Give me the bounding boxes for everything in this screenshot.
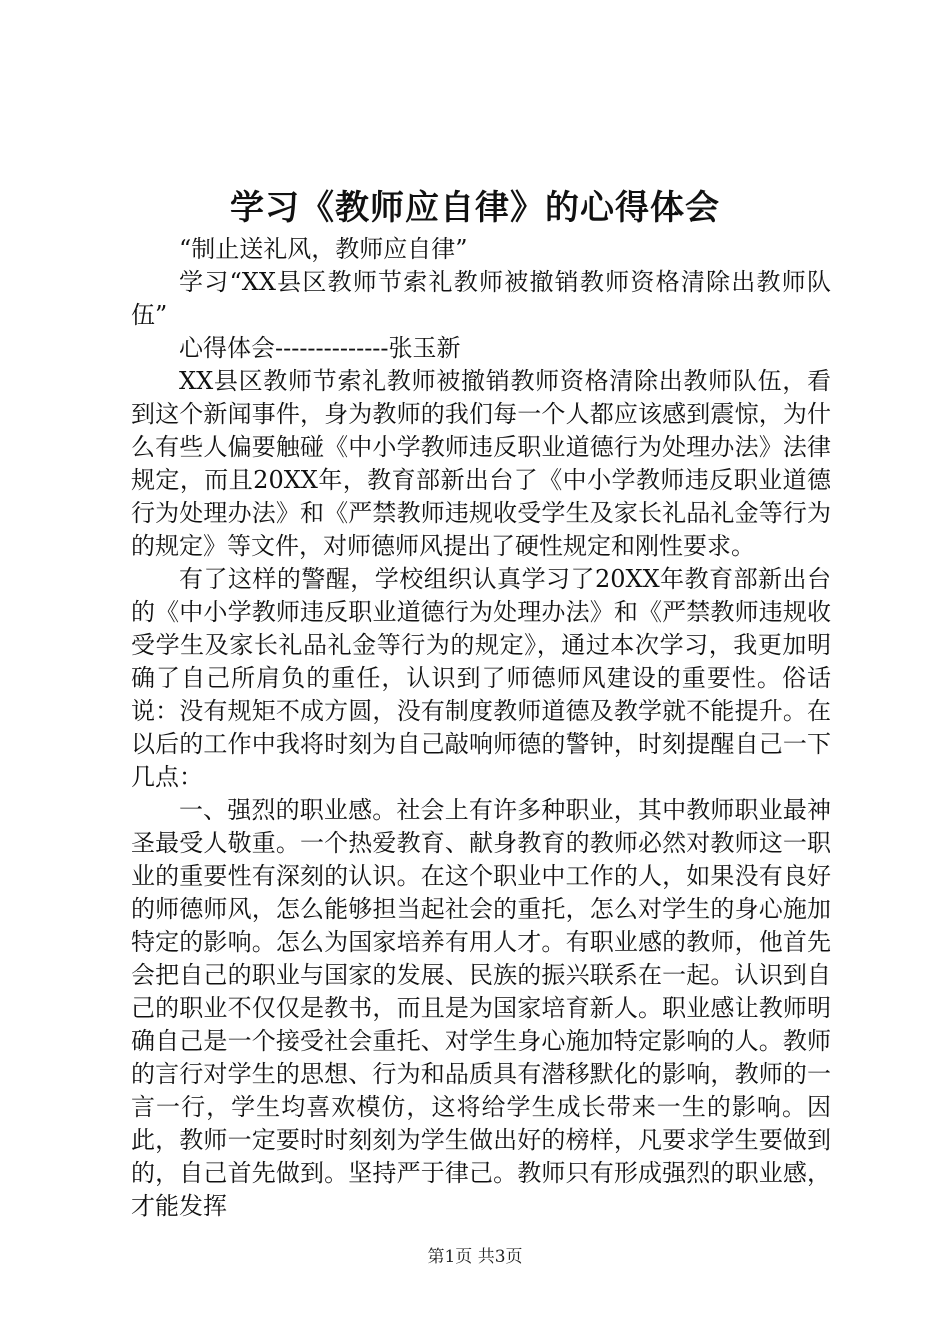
document-body bbox=[131, 233, 831, 1223]
document-title: 学习《教师应自律》的心得体会 bbox=[230, 188, 720, 228]
page-number: 第1页 共3页 bbox=[427, 1247, 523, 1267]
paragraph-subject: 学习“XX县区教师节索礼教师被撤销教师资格清除出教师队伍” bbox=[131, 268, 831, 329]
paragraph-news: XX县区教师节索礼教师被撤销教师资格清除出教师队伍，看到这个新闻事件，身为教师的我们每一个人都应该感到震惊，为什么有些人偏要触碰《中小学教师违反职业道德行为处理办法》法律规定，而且20XX年，教育部新出台了《中小学教师违反职业道德行为处理办法》和《严禁教师违规收受学生及家长礼品礼金等行为的规定》等文件，对师德师风提出了硬性规定和刚性要求。 bbox=[131, 367, 831, 560]
paragraph-slogan: “制止送礼风，教师应自律” bbox=[179, 235, 468, 263]
paragraph-author: 心得体会--------------张玉新 bbox=[179, 334, 461, 362]
paragraph-study: 有了这样的警醒，学校组织认真学习了20XX年教育部新出台的《中小学教师违反职业道德行为处理办法》和《严禁教师违规收受学生及家长礼品礼金等行为的规定》，通过本次学习，我更加明确了自己所肩负的重任，认识到了师德师风建设的重要性。俗话说：没有规矩不成方圆，没有制度教师道德及教学就不能提升。在以后的工作中我将时刻为自己敲响师德的警钟，时刻提醒自己一下几点： bbox=[131, 565, 831, 791]
paragraph-point-one: 一、强烈的职业感。社会上有许多种职业，其中教师职业最神圣最受人敬重。一个热爱教育、献身教育的教师必然对教师这一职业的重要性有深刻的认识。在这个职业中工作的人，如果没有良好的师德师风，怎么能够担当起社会的重托，怎么对学生的身心施加特定的影响。怎么为国家培养有用人才。有职业感的教师，他首先会把自己的职业与国家的发展、民族的振兴联系在一起。认识到自己的职业不仅仅是教书，而且是为国家培育新人。职业感让教师明确自己是一个接受社会重托、对学生身心施加特定影响的人。教师的言行对学生的思想、行为和品质具有潜移默化的影响，教师的一言一行，学生均喜欢模仿，这将给学生成长带来一生的影响。因此，教师一定要时时刻刻为学生做出好的榜样，凡要求学生要做到的，自己首先做到。坚持严于律己。教师只有形成强烈的职业感，才能发挥 bbox=[131, 796, 831, 1220]
